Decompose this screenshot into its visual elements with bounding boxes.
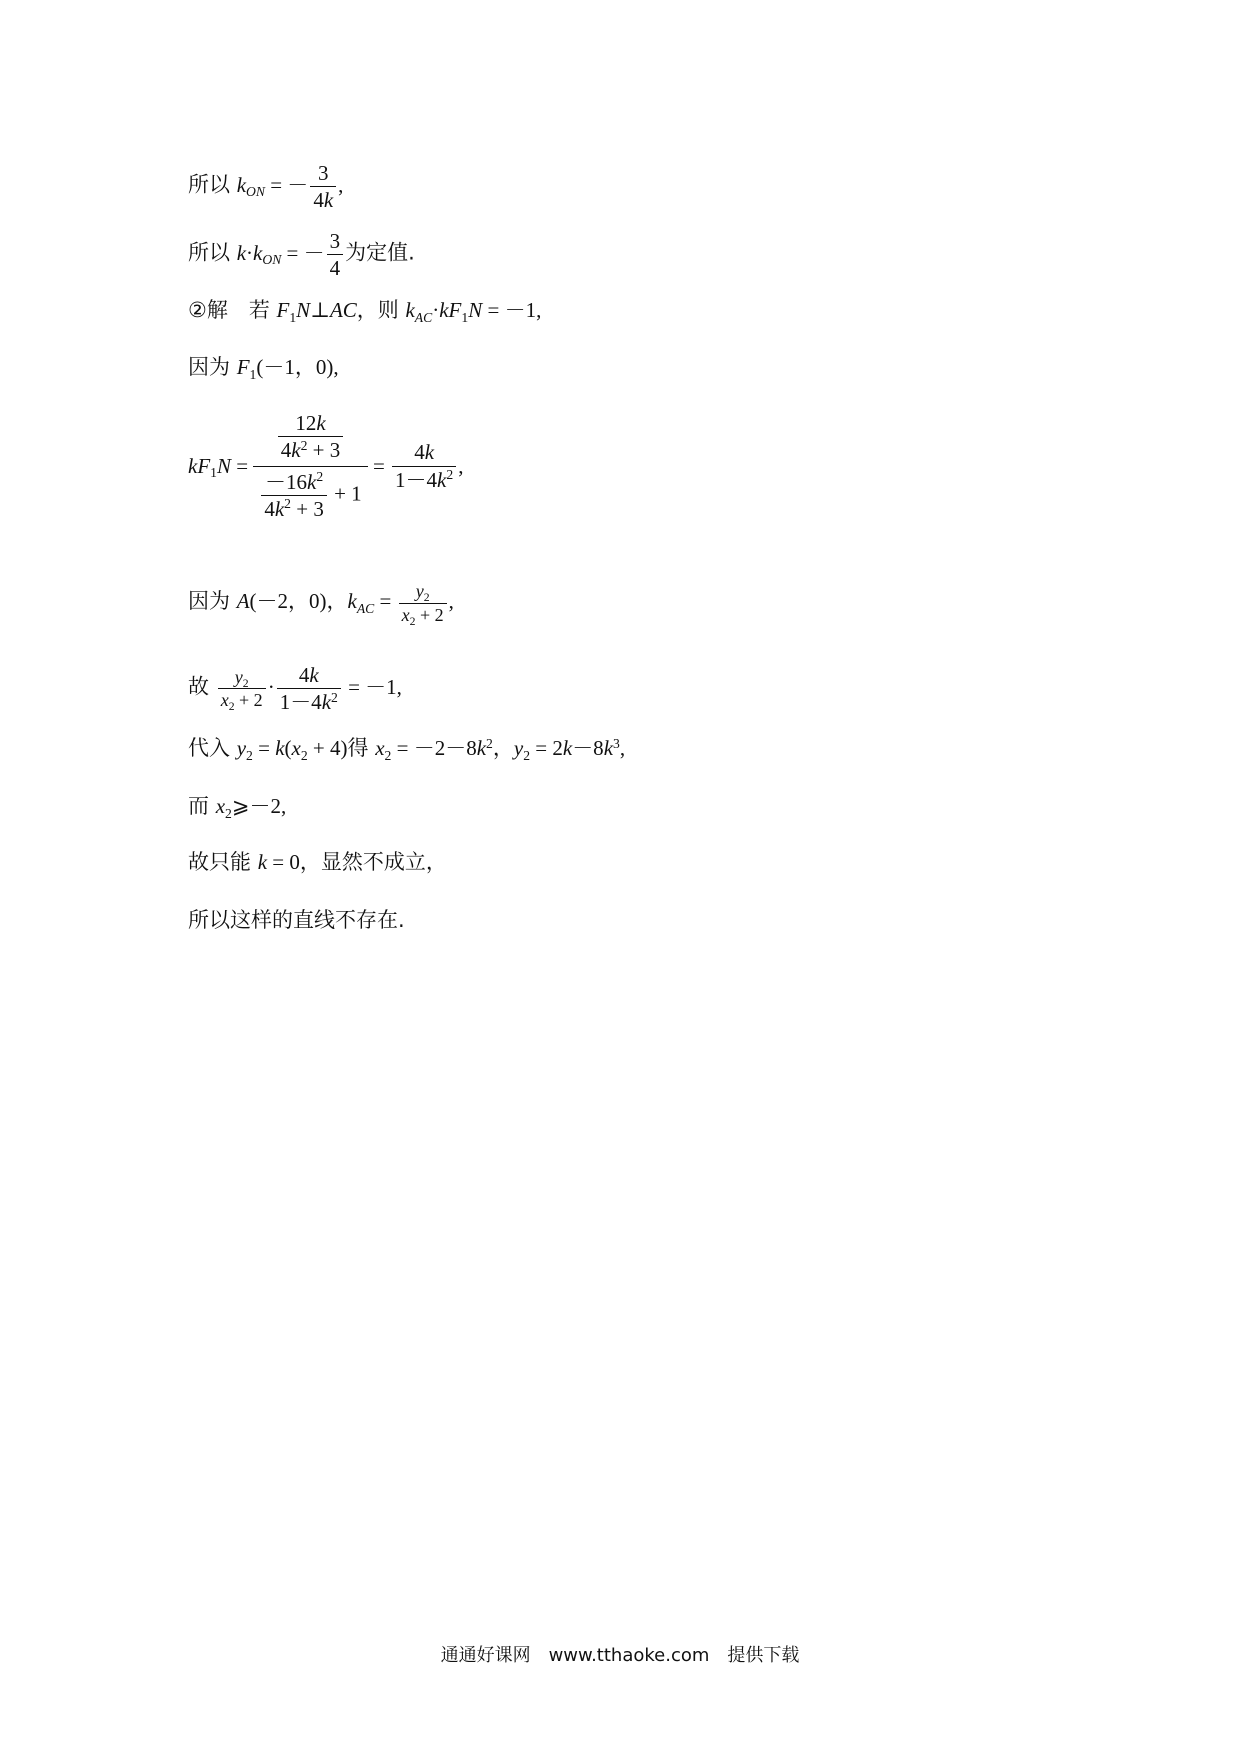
formula-slope-product: $k_{AC}\cdot kF_1N = -1$, (405, 298, 542, 325)
line-conclusion: 所以这样的直线不存在. (188, 908, 405, 932)
text-prefix: 因为 (188, 355, 230, 379)
text-prefix: 所以 (188, 240, 230, 265)
formula-product-equals-minus1: $\frac{y_2}{x_2 + 2}$ · $\frac{4k}{1-4k^2}$ = －1, (216, 675, 402, 699)
fraction-minus16k2-over-4k2-plus-3: $\frac{-16k^2}{4k^2 + 3}$ (261, 469, 327, 523)
line-x2-bound (188, 794, 287, 821)
text-prefix: 所以 (188, 172, 230, 197)
fraction-y2-over-x2-plus-2: $\frac{y_2}{x_2 + 2}$ (399, 580, 447, 626)
fraction-3-over-4: $\frac{3}{4}$ (327, 228, 344, 282)
formula-k-equals-0: k = 0 (257, 850, 300, 874)
compound-fraction: $\frac{12k}{4k^2 + 3}$ $\frac{-16k^2}{4k^2 + 3}$ + 1 (253, 408, 367, 524)
fraction-3-over-4k: $\frac{3}{4k}$ (310, 160, 336, 214)
formula-k-times-k-on: $k\cdot k_{ON}$ = － $\frac{3}{4}$ (237, 241, 345, 265)
text-prefix: 因为 (188, 588, 230, 613)
formula-y2-line: $y_2 = k(x_2 + 4)$ (236, 736, 348, 763)
line-equation (188, 662, 402, 716)
formula-f1: $F_1(-1$，0), (236, 355, 339, 382)
formula-perpendicular: $F_1N\perp AC$ (276, 298, 357, 325)
text-mid: 得 (347, 736, 369, 760)
formula-solutions: $x_2 = -2-8k^2$，$y_2 = 2k-8k^3$, (375, 735, 626, 763)
line-f1-coordinates (188, 355, 339, 382)
fraction-4k-over-1-minus-4k2: $\frac{4k}{1-4k^2}$ (392, 439, 456, 493)
fraction-4k-over-1-minus-4k2: $\frac{4k}{1-4k^2}$ (277, 662, 341, 716)
text-prefix: ②解 若 (188, 298, 270, 322)
fraction-y2-over-x2-plus-2: $\frac{y_2}{x_2 + 2}$ (218, 666, 266, 712)
line-product-constant (188, 228, 415, 282)
text-mid: ，则 (356, 298, 399, 322)
text-suffix: ，显然不成立， (299, 850, 447, 874)
formula-x2-geq: $x_2⩾-2$, (215, 794, 287, 821)
text-prefix: 而 (188, 794, 209, 818)
text-prefix: 故 (188, 674, 209, 699)
line-substitution (188, 735, 626, 763)
page-footer: 通通好课网 www.tthaoke.com 提供下载 (440, 1645, 800, 1666)
line-k-zero (188, 852, 447, 873)
fraction-12k-over-4k2-plus-3: $\frac{12k}{4k^2 + 3}$ (278, 410, 344, 464)
line-part-2-hypothesis (188, 298, 542, 325)
text-prefix: 故只能 (188, 850, 251, 874)
line-a-and-kac (188, 580, 454, 626)
equals-sign: = (372, 453, 385, 478)
line-kf1n-computation: $kF_1N$ = $\frac{12k}{4k^2 + 3}$ $\frac{-16k^2}{4k^2 + 3}$ + 1 = $\frac{4k}{1-4k^2}$ , (188, 408, 463, 524)
text-prefix: 代入 (188, 736, 230, 760)
line-k-on (188, 160, 343, 214)
text-suffix: 为定值. (345, 240, 415, 265)
formula-k-on: $k_{ON}$ = － $\frac{3}{4k}$ , (236, 161, 344, 213)
formula-kf1n-label: $kF_1N$ = (188, 453, 249, 481)
formula-a-kac: A(－2，0)，$k_{AC}$ = $\frac{y_2}{x_2 + 2}$ , (236, 581, 454, 628)
